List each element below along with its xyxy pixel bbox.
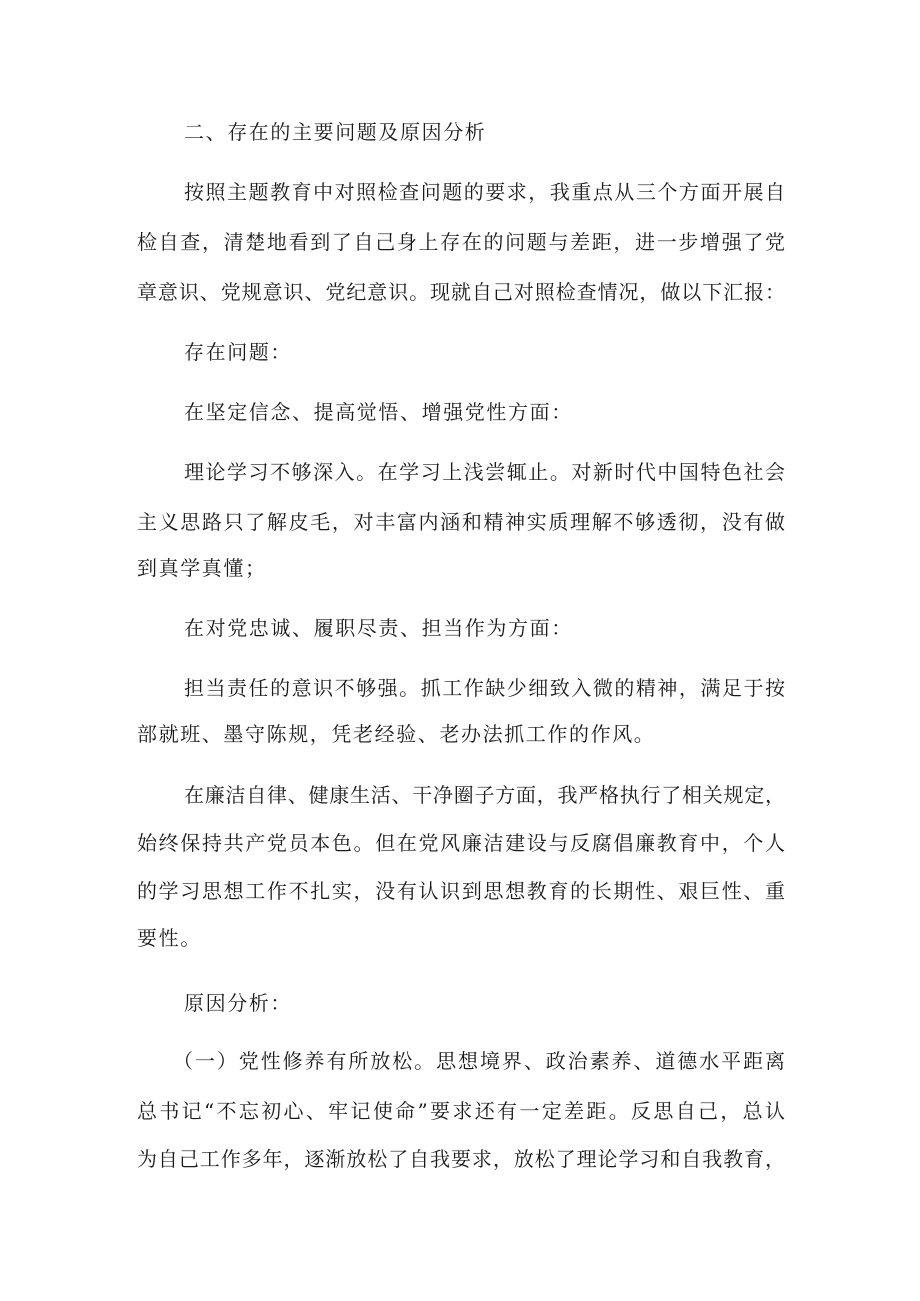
section3-line-4: 要性。 [137, 926, 202, 950]
intro-line-2: 检自查，清楚地看到了自己身上存在的问题与差距，进一步增强了党 [137, 230, 785, 254]
section2-line-1: 担当责任的意识不够强。抓工作缺少细致入微的精神，满足于按 [184, 676, 785, 700]
section1-line-1: 理论学习不够深入。在学习上浅尝辄止。对新时代中国特色社会 [184, 460, 785, 484]
section1-line-2: 主义思路只了解皮毛，对丰富内涵和精神实质理解不够透彻，没有做 [137, 510, 785, 534]
section2-title: 在对党忠诚、履职尽责、担当作为方面： [184, 616, 573, 640]
intro-line-1: 按照主题教育中对照检查问题的要求，我重点从三个方面开展自 [184, 180, 785, 204]
section1-line-3: 到真学真懂； [137, 556, 267, 580]
section-heading: 二、存在的主要问题及原因分析 [184, 120, 487, 144]
section3-line-2: 始终保持共产党员本色。但在党风廉洁建设与反腐倡廉教育中，个人 [137, 831, 785, 855]
section2-line-2: 部就班、墨守陈规，凭老经验、老办法抓工作的作风。 [137, 722, 656, 746]
intro-line-3: 章意识、党规意识、党纪意识。现就自己对照检查情况，做以下汇报： [137, 280, 785, 304]
cause-label: 原因分析： [184, 991, 292, 1015]
section3-line-3: 的学习思想工作不扎实，没有认识到思想教育的长期性、艰巨性、重 [137, 879, 785, 903]
cause1-line-2: 总书记“不忘初心、牢记使命”要求还有一定差距。反思自己，总认 [137, 1099, 785, 1123]
cause1-line-3: 为自己工作多年，逐渐放松了自我要求，放松了理论学习和自我教育， [137, 1147, 785, 1171]
cause1-line-1: （一）党性修养有所放松。思想境界、政治素养、道德水平距离 [173, 1049, 785, 1073]
section3-line-1: 在廉洁自律、健康生活、干净圈子方面，我严格执行了相关规定， [184, 783, 785, 807]
problems-label: 存在问题： [184, 340, 292, 364]
section1-title: 在坚定信念、提高觉悟、增强党性方面： [184, 400, 573, 424]
